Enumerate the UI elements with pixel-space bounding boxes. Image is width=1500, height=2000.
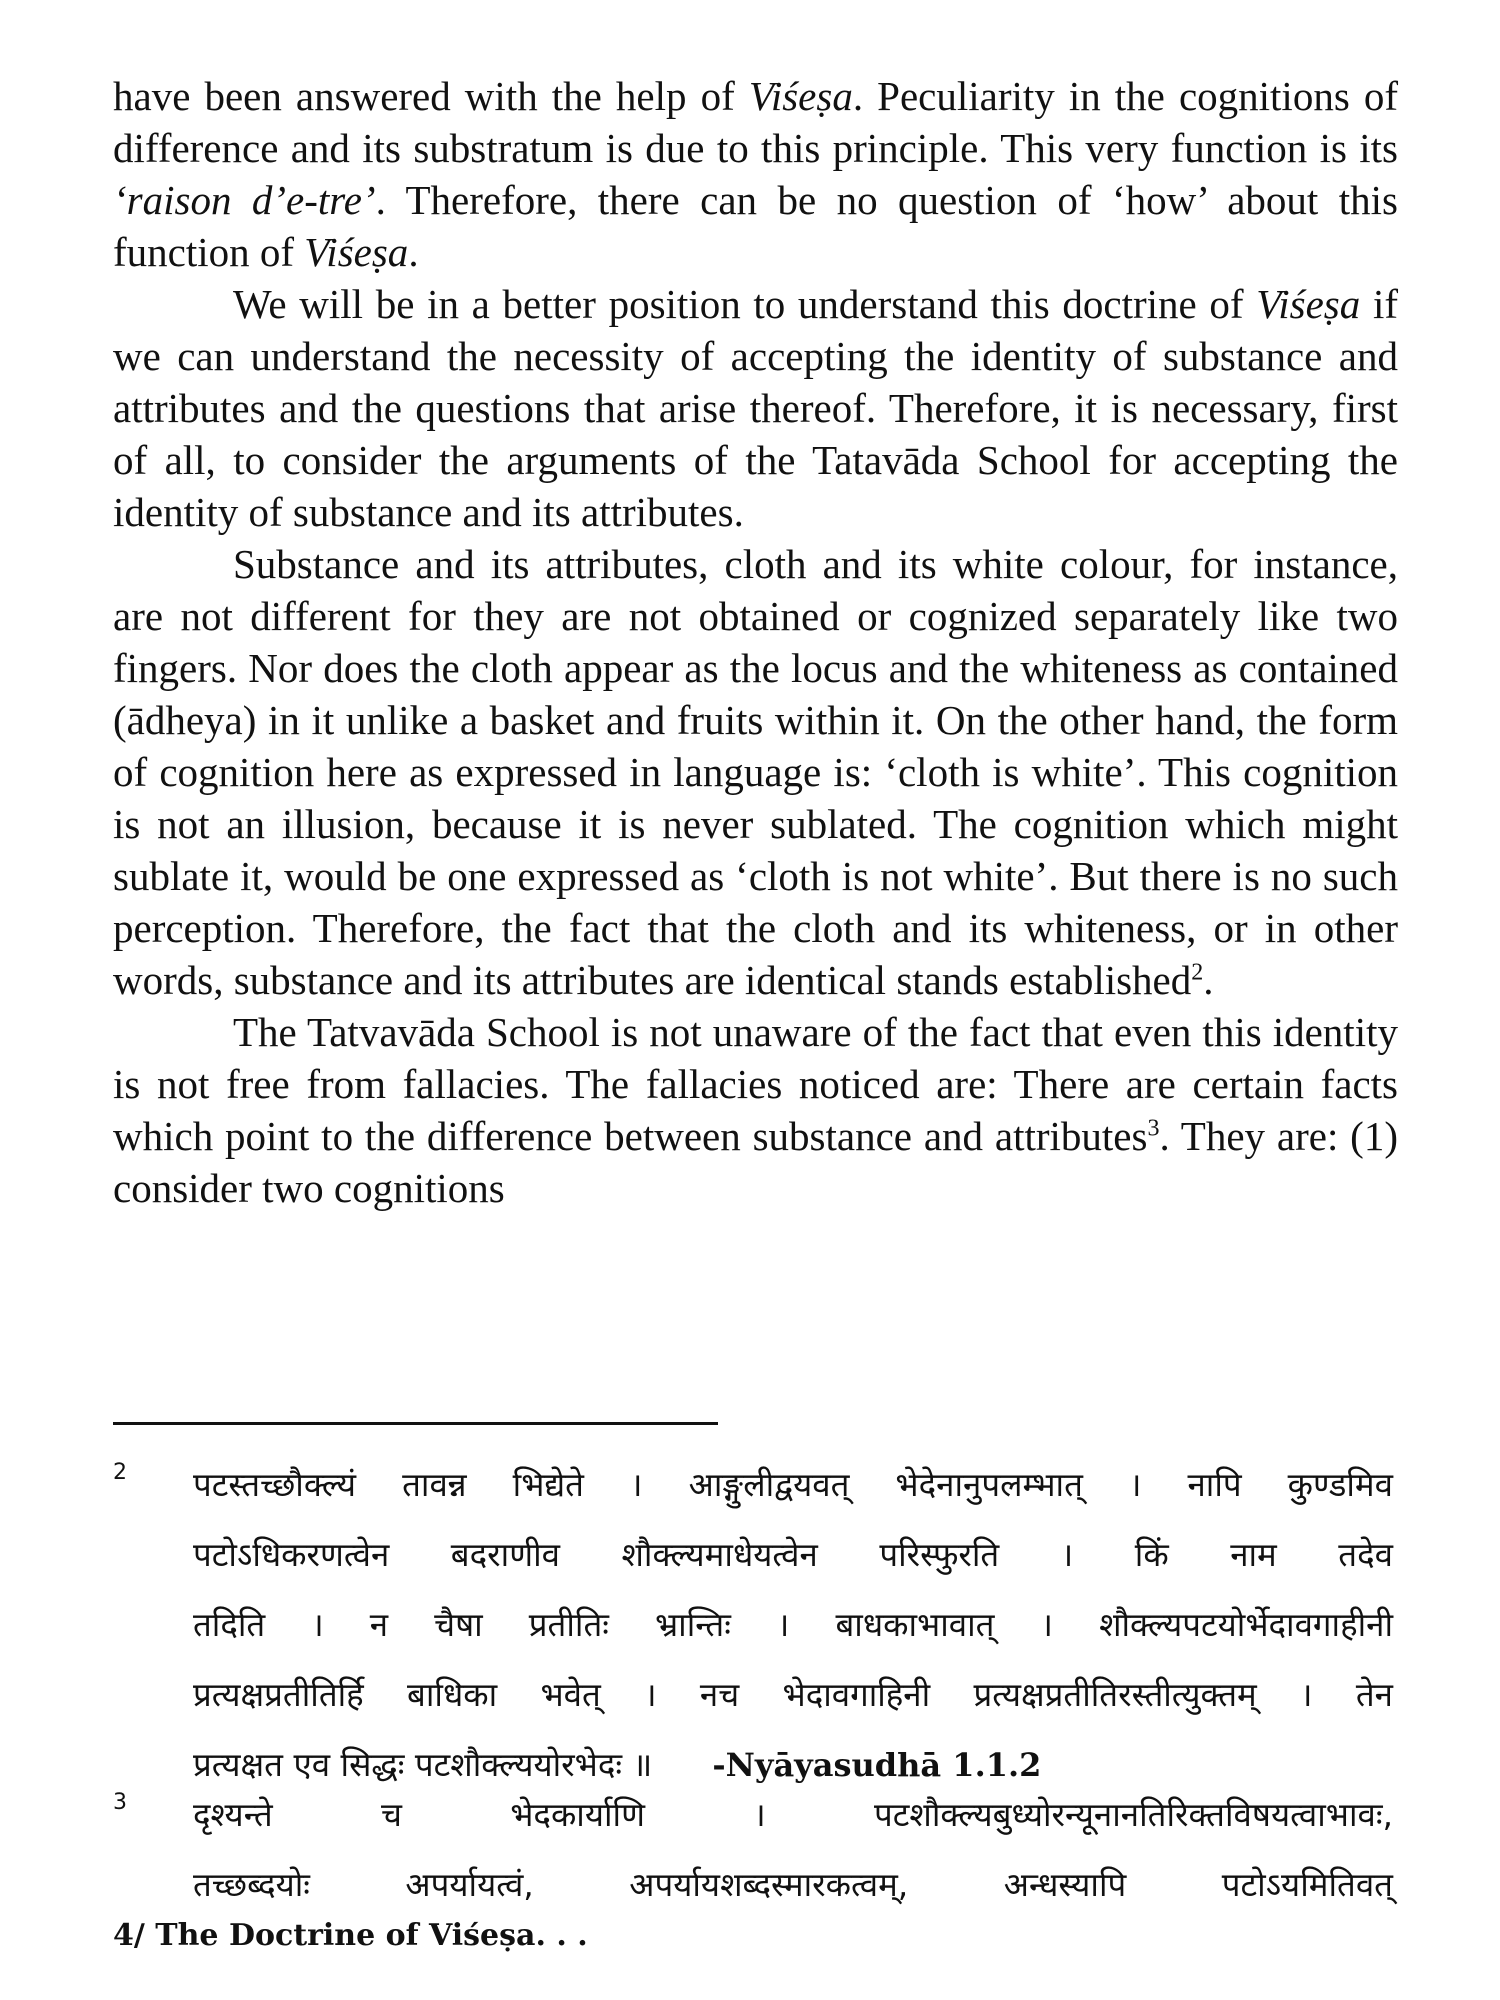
footnote-lines (193, 1780, 1393, 1920)
paragraph-2-text: if we can understand the necessity of accepting the identity of substance and attributes and the questions that arise thereof. Therefore, it is necessary, first of all, to consider the arguments of the Tatavāda School for accepting the identity of substance and its attributes. (113, 281, 1399, 535)
body-text (113, 70, 1398, 1214)
term-visesa: Viśeṣa (1256, 281, 1361, 327)
paragraph-3 (113, 538, 1398, 1006)
footnote-divider (113, 1422, 718, 1425)
footnote-line-text: प्रत्यक्षत एव सिद्धः पटशौक्ल्ययोरभेदः ॥ (193, 1745, 653, 1784)
footnote-line: पटोऽधिकरणत्वेन बदराणीव शौक्ल्यमाधेयत्वेन परिस्फुरति । किं नाम तदेव (193, 1535, 1393, 1574)
footnote-ref-2[interactable]: 2 (1191, 959, 1204, 986)
footnote-line: दृश्यन्ते च भेदकार्याणि । पटशौक्ल्यबुध्योरन्यूनानतिरिक्तविषयत्वाभावः, (193, 1795, 1393, 1834)
footnote-lines (193, 1450, 1393, 1800)
paragraph-1-text: . Peculiarity in the cognitions of difference and its substratum is due to this principle. This very function is its (113, 73, 1398, 171)
italic-phrase: ‘raison d’e-tre’ (113, 177, 376, 223)
paragraph-4-text: . They are: (1) consider two cognitions (113, 1113, 1398, 1211)
footnote-line: तदिति । न चैषा प्रतीतिः भ्रान्तिः । बाधकाभावात् । शौक्ल्यपटयोर्भेदावगाहीनी (193, 1605, 1393, 1644)
term-visesa: Viśeṣa (304, 229, 409, 275)
paragraph-1-text: . (408, 229, 419, 275)
footnote-number: 2 (113, 1460, 127, 1485)
paragraph-2-text: We will be in a better position to understand this doctrine of (233, 281, 1257, 327)
paragraph-4-text: The Tatvavāda School is not unaware of the fact that even this identity is not free from fallacies. The fallacies noticed are: There are certain facts which point to the difference between substance and attributes (113, 1009, 1398, 1159)
paragraph-2 (113, 278, 1398, 538)
footnote-ref-3[interactable]: 3 (1147, 1115, 1160, 1142)
paragraph-1-text: have been answered with the help of (113, 73, 749, 119)
paragraph-4 (113, 1006, 1398, 1214)
term-visesa: Viśeṣa (748, 73, 853, 119)
paragraph-1-text: . Therefore, there can be no question of ‘how’ about this function of (113, 177, 1398, 275)
paragraph-3-text: Substance and its attributes, cloth and its white colour, for instance, are not different for they are not obtained or cognized separately like two fingers. Nor does the cloth appear as the locus and the whiteness as contained (ādheya) in it unlike a basket and fruits within it. On the other hand, the form of cognition here as expressed in language is: ‘cloth is white’. This cognition is not an illusion, because it is never sublated. The cognition which might sublate it, would be one expressed as ‘cloth is not white’. But there is no such perception. Therefore, the fact that the cloth and its whiteness, or in other words, substance and its attributes are identical stands established (113, 541, 1398, 1003)
citation: -Nyāyasudhā 1.1.2 (712, 1746, 1042, 1784)
paragraph-1 (113, 70, 1398, 278)
paragraph-3-text: . (1203, 957, 1214, 1003)
footnote-line: तच्छब्दयोः अपर्यायत्वं, अपर्यायशब्दस्मारकत्वम्, अन्धस्यापि पटोऽयमितिवत् (193, 1865, 1393, 1904)
footnote-line: प्रत्यक्षप्रतीतिर्हि बाधिका भवेत् । नच भेदावगाहिनी प्रत्यक्षप्रतीतिरस्तीत्युक्तम् । तेन (193, 1675, 1393, 1714)
footnote-number: 3 (113, 1790, 127, 1815)
page-footer: 4/ The Doctrine of Viśeṣa. . . (113, 1918, 588, 1953)
footnote-line: पटस्तच्छौक्ल्यं तावन्न भिद्येते । आङ्गुलीद्वयवत् भेदेनानुपलम्भात् । नापि कुण्डमिव (193, 1465, 1393, 1504)
